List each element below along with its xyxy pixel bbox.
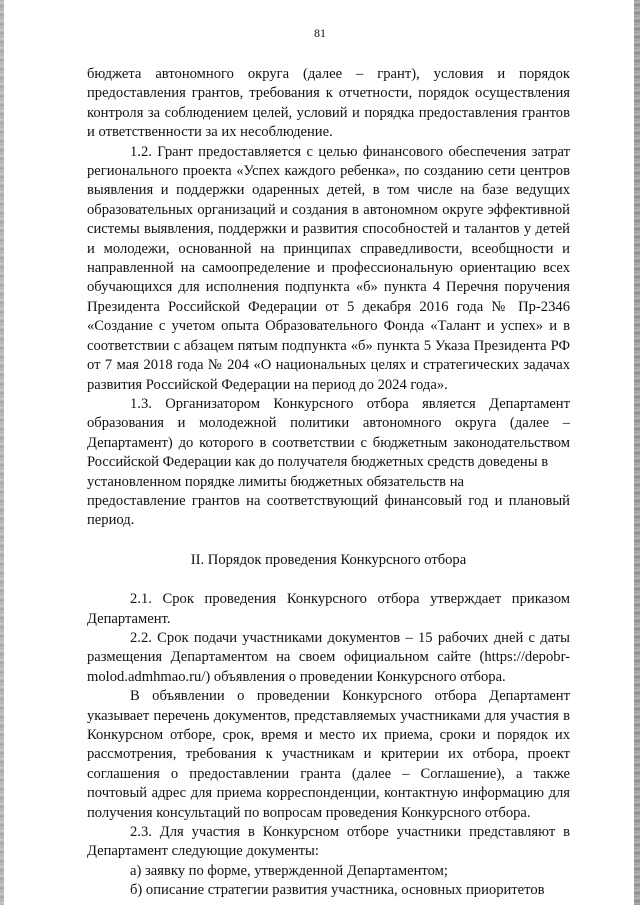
paragraph-intro-continuation: бюджета автономного округа (далее – грант), условия и порядок предоставления грантов, требования к отчетности, порядок осуществления контроля за соблюдением целей, условий и порядка предоставления грантов и ответственности за их несоблюдение. (87, 66, 570, 141)
paragraph-1-3-end: предоставление грантов на соответствующий финансовый год и плановый период. (87, 492, 570, 529)
paragraph-2-2: 2.2. Срок подачи участниками документов – 15 рабочих дней с даты размещения Департаментом на своем официальном сайте (https://depobr-molod.admhmao.ru/) объявления о проведении Конкурсного отбора. (87, 629, 570, 685)
section-heading: II. Порядок проведения Конкурсного отбора (190, 551, 467, 568)
list-item-b: б) описание стратегии развития участника, основных приоритетов (130, 882, 545, 899)
scan-right-edge (634, 0, 640, 905)
paragraph-2-3: 2.3. Для участия в Конкурсном отборе участники представляют в Департамент следующие документы: (87, 824, 570, 860)
paragraph-announcement: В объявлении о проведении Конкурсного отбора Департамент указывает перечень документов, представляемых участниками для участия в Конкурсном отборе, срок, время и место их приема, сроки и порядок их рассмотрения, требования к участникам и критерии их отбора, проект соглашения о предоставлении гранта (далее – Соглашение), а также почтовый адрес для приема корреспонденции, контактную информацию для получения консультаций по вопросам проведения Конкурсного отбора. (87, 688, 570, 821)
paragraph-1-3: 1.3. Организатором Конкурсного отбора является Департамент образования и молодежной политики автономного округа (далее – Департамент) до которого в соответствии с бюджетным законодательством Российской Федерации как до получателя бюджетных средств доведены в (87, 395, 570, 471)
paragraph-1-2: 1.2. Грант предоставляется с целью финансового обеспечения затрат регионального проекта «Успех каждого ребенка», по созданию сети центров выявления и поддержки одаренных детей, в том числе на базе ведущих образовательных организаций и создания в автономном округе эффективной системы выявления, поддержки и развития способностей и талантов у детей и молодежи, основанной на принципах справедливости, всеобщности и направленной на самоопределение и профессиональную ориентацию всех обучающихся для исполнения подпункта «б» пункта 4 Перечня поручения Президента Российской Федерации от 5 декабря 2016 года № Пр-2346 «Создание с учетом опыта Образовательного Фонда «Талант и успех» и в соответствии с абзацем пятым подпункта «б» пункта 5 Указа Президента РФ от 7 мая 2018 года № 204 «О национальных целях и стратегических задачах развития Российской Федерации на период до 2024 года». (87, 143, 570, 393)
list-item-a: а) заявку по форме, утвержденной Департаментом; (130, 862, 448, 879)
page-number: 81 (314, 26, 326, 40)
paragraph-1-3-line: установленном порядке лимиты бюджетных обязательств на (87, 473, 464, 490)
document-body (87, 65, 570, 901)
scan-left-edge (0, 0, 4, 905)
paragraph-2-1: 2.1. Срок проведения Конкурсного отбора утверждает приказом Департамент. (87, 591, 570, 627)
